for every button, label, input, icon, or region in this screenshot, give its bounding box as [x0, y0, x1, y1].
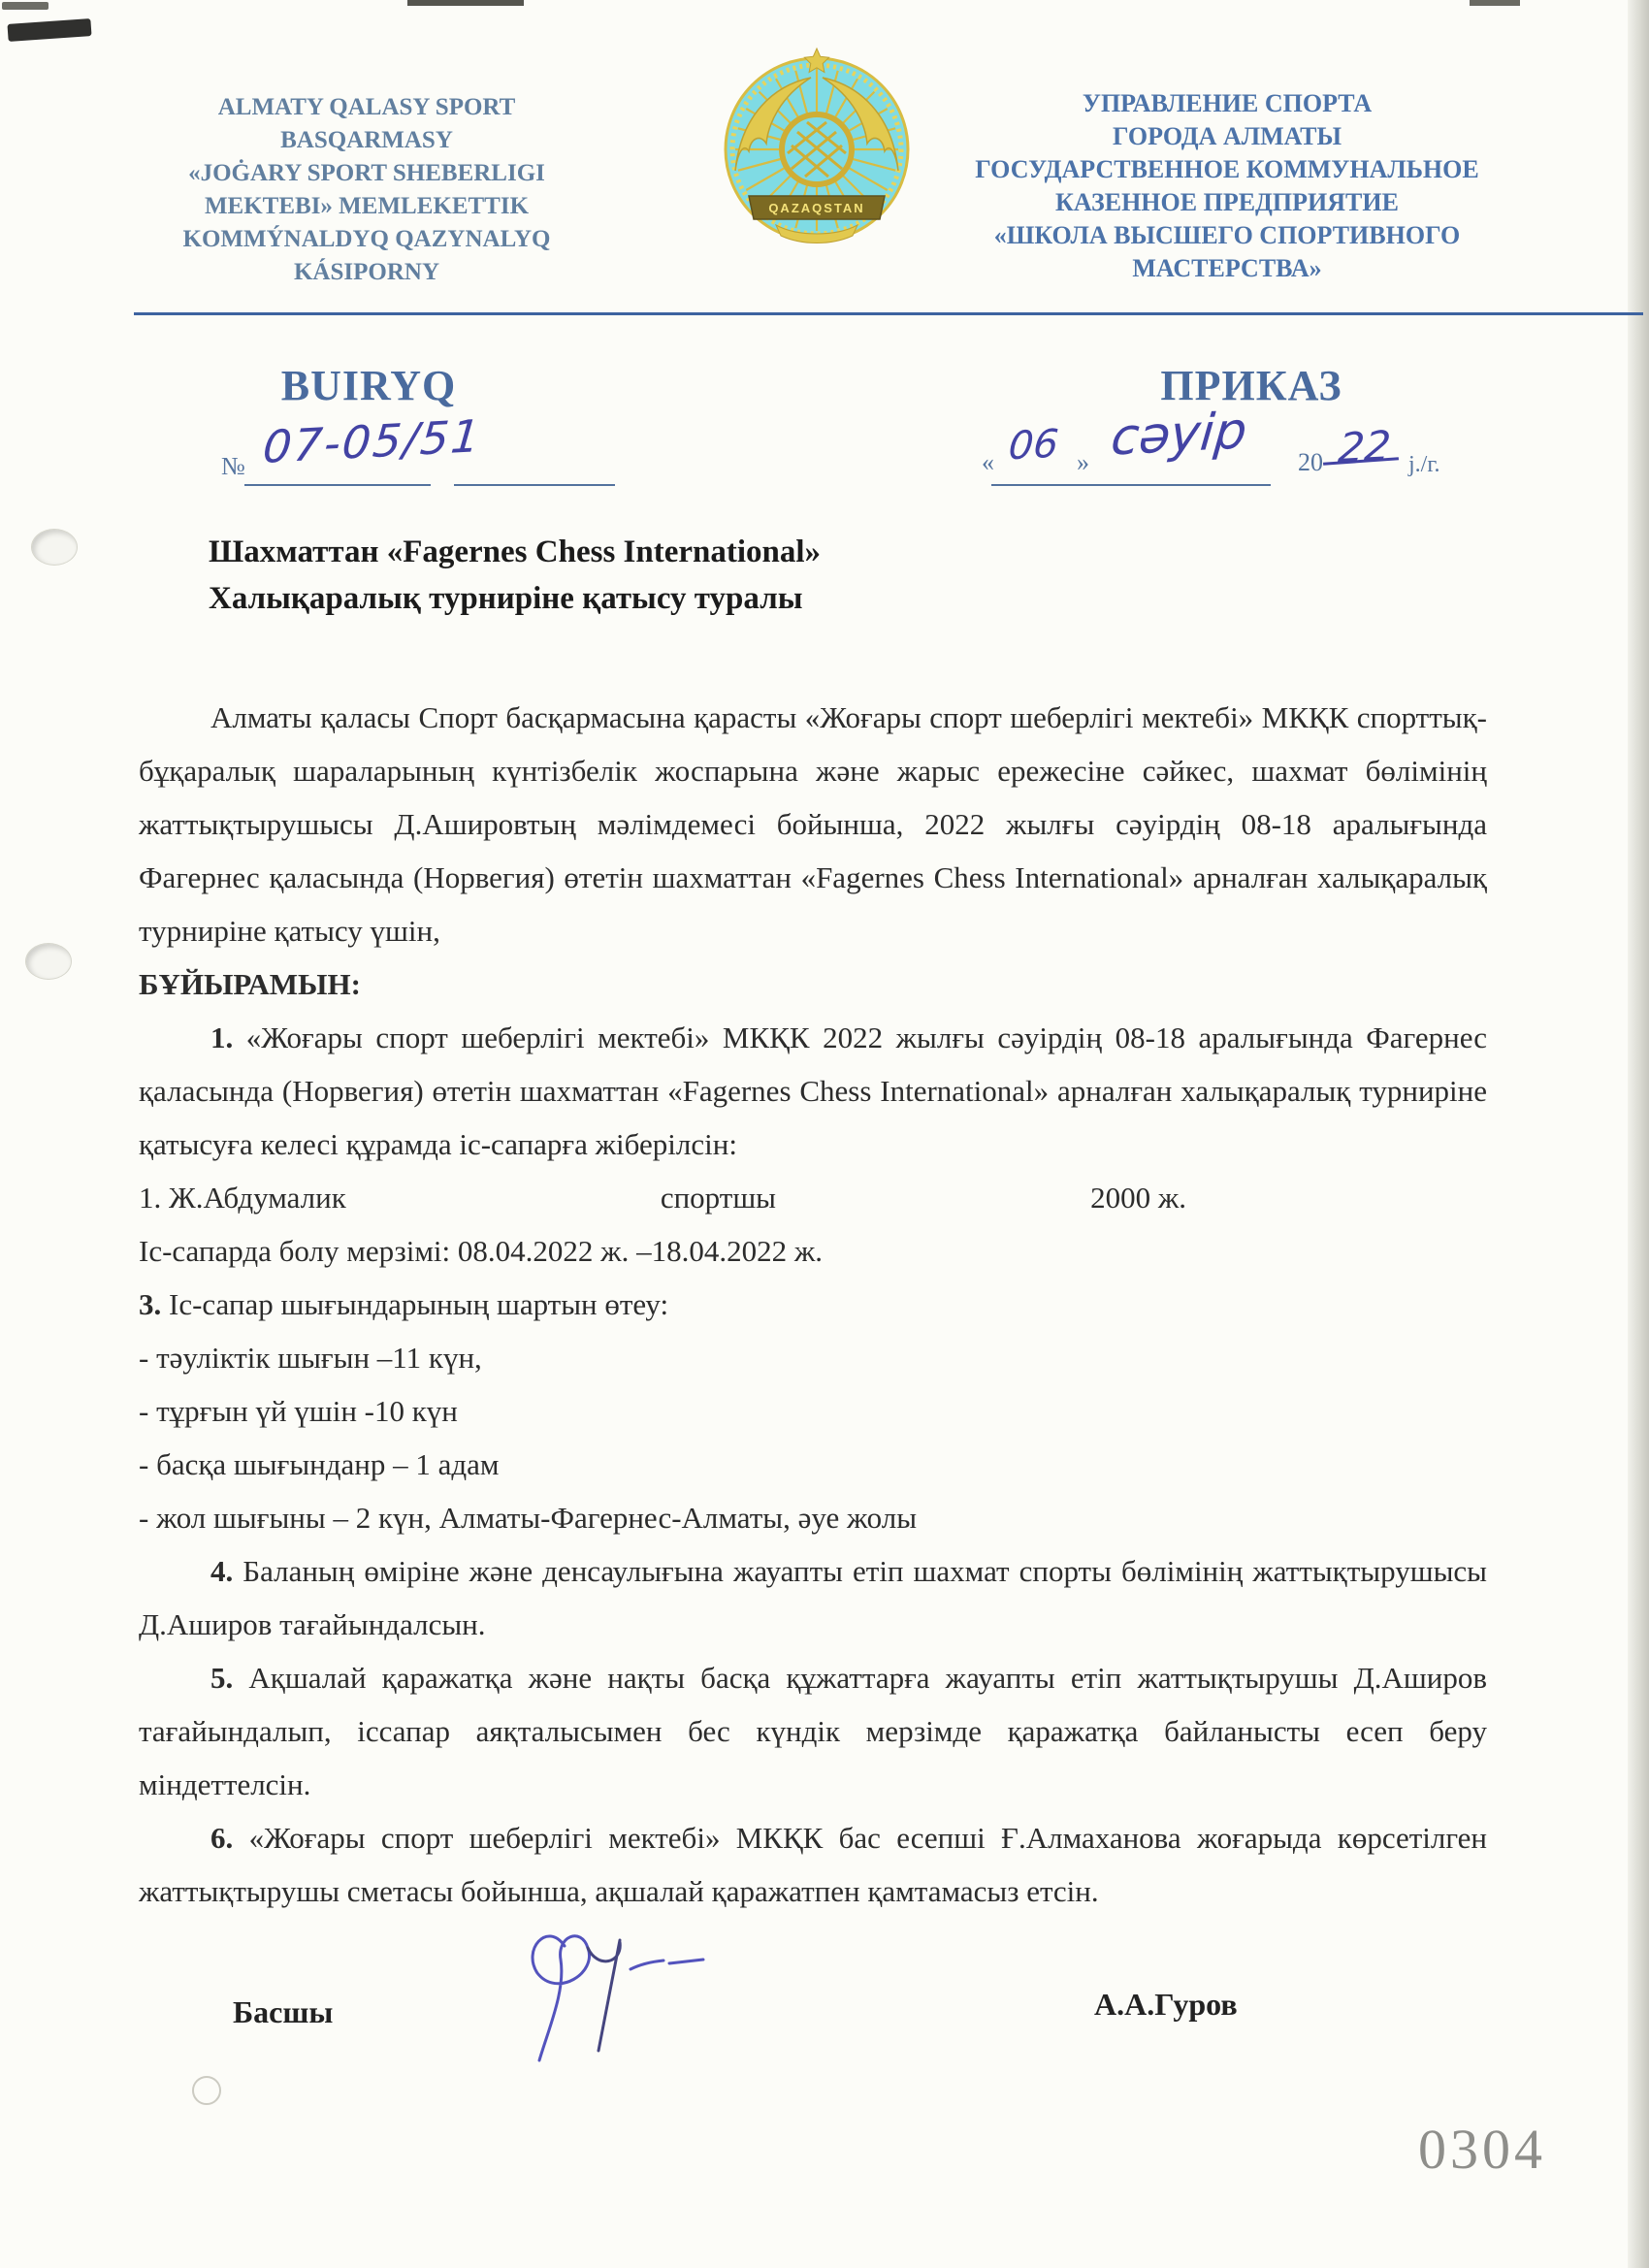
item-number: 4.	[210, 1554, 234, 1588]
item-text: Баланың өміріне және денсаулығына жауапты етіп шахмат спорты бөлімінің жаттықтырушысы Д.Аширов тағайындалсын.	[139, 1554, 1487, 1641]
expense-line: - басқа шығынданр – 1 адам	[139, 1447, 500, 1481]
order-number-handwritten: 07-05/51	[260, 409, 484, 473]
item-number: 6.	[210, 1821, 234, 1855]
org-line: МАСТЕРСТВА»	[1132, 254, 1322, 282]
item-number: 3.	[139, 1287, 162, 1321]
order-item-5	[139, 1651, 1487, 1811]
item-text: «Жоғары спорт шеберлігі мектебі» МКҚК 2022 жылғы сәуірдің 08-18 аралығында Фагернес қаласында (Норвегия) өтетін шахматтан «Fagernes Chess International» арналған халықаралық турниріне қатысуға келесі құрамда іс-сапарға жіберілсін:	[139, 1021, 1487, 1161]
hole-punch-mark	[25, 943, 72, 980]
subject-line: Шахматтан «Fagernes Chess International»	[209, 535, 822, 569]
athlete-name-cell	[139, 1171, 346, 1224]
scan-artifact-corner-small	[2, 2, 48, 10]
date-blank-line	[991, 484, 1271, 486]
header-divider	[134, 312, 1643, 315]
order-title-russian: ПРИКАЗ	[1160, 362, 1342, 409]
org-name-russian	[922, 87, 1533, 285]
org-line: BASQARMASY	[280, 127, 453, 153]
page-number-stamp: 0304	[1418, 2118, 1546, 2181]
org-name-kazakh	[144, 91, 590, 289]
scan-artifact-corner	[7, 18, 91, 42]
athlete-year: 2000 ж.	[1090, 1181, 1186, 1215]
signature-ink	[504, 1913, 718, 2083]
org-line: KÁSIPORNY	[293, 259, 439, 285]
expense-line: - жол шығыны – 2 күн, Алматы-Фагернес-Алматы, әуе жолы	[139, 1501, 918, 1535]
item-text: Іс-сапар шығындарының шартын өтеу:	[169, 1287, 669, 1321]
intro-paragraph: Алматы қаласы Спорт басқармасына қарасты «Жоғары спорт шеберлігі мектебі» МКҚК спорттық-бұқаралық шараларының күнтізбелік жоспарына және жарыс ережесіне сәйкес, шахмат бөлімінің жаттықтырушысы Д.Ашировтың мәлімдемесі бойынша, 2022 жылғы сәуірдің 08-18 аралығында Фагернес қаласында (Норвегия) өтетін шахматтан «Fagernes Chess International» арналған халықаралық турниріне қатысу үшін,	[139, 700, 1487, 948]
order-item-1	[139, 1011, 1487, 1171]
number-blank-line	[454, 484, 615, 486]
signer-position: Басшы	[233, 1994, 334, 2029]
org-line: ALMATY QALASY SPORT	[217, 94, 516, 120]
date-suffix: j./г.	[1408, 452, 1440, 477]
athlete-name: Ж.Абдумалик	[169, 1181, 346, 1215]
order-item-6	[139, 1811, 1487, 1918]
date-close-quote: »	[1077, 448, 1089, 476]
date-year-handwritten: 22	[1336, 421, 1393, 472]
org-line: «ШКОЛА ВЫСШЕГО СПОРТИВНОГО	[993, 221, 1461, 249]
expense-line: - тұрғын үй үшін -10 күн	[139, 1394, 458, 1428]
org-line: MEKTEBI» MEMLEKETTIK	[204, 193, 530, 219]
item-text: Ақшалай қаражатқа және нақты басқа құжаттарға жауапты етіп жаттықтырушы Д.Аширов тағайындалып, іссапар аяқталысымен бес күндік мерзімде қаражатқа байланысты есеп беру міндеттелсін.	[139, 1661, 1487, 1801]
item-text: «Жоғары спорт шеберлігі мектебі» МКҚК бас есепші Ғ.Алмаханова жоғарыда көрсетілген жаттықтырушы сметасы бойынша, ақшалай қаражатпен қамтамасыз етсін.	[139, 1821, 1488, 1908]
org-line: ГОРОДА АЛМАТЫ	[1113, 122, 1342, 150]
order-body	[139, 691, 1487, 1918]
emblem-banner-label: QAZAQSTAN	[768, 201, 865, 215]
scan-artifact-circle	[192, 2076, 221, 2105]
org-line: ГОСУДАРСТВЕННОЕ КОММУНАЛЬНОЕ	[975, 155, 1479, 183]
scan-artifact-top	[407, 0, 524, 6]
order-item-4	[139, 1544, 1487, 1651]
order-number-label: №	[221, 452, 245, 480]
scan-artifact-top-right	[1470, 0, 1520, 6]
org-line: KOMMÝNALDYQ QAZYNALYQ	[182, 226, 551, 252]
resolve-word: БҰЙЫРАМЫН:	[139, 967, 361, 1001]
number-blank-line	[244, 484, 431, 486]
date-day-handwritten: 06	[1006, 421, 1061, 470]
date-year-prefix: 20	[1298, 448, 1323, 476]
athlete-role: спортшы	[660, 1181, 777, 1215]
org-line: «JOĠARY SPORT SHEBERLIGI	[188, 160, 545, 186]
order-subject	[209, 529, 1082, 622]
date-month-handwritten: сәуір	[1108, 402, 1249, 468]
trip-dates-line: Іс-сапарда болу мерзімі: 08.04.2022 ж. –18.04.2022 ж.	[139, 1234, 823, 1268]
athlete-row	[139, 1171, 1186, 1224]
subject-line: Халықаралық турниріне қатысу туралы	[209, 581, 803, 616]
org-line: УПРАВЛЕНИЕ СПОРТА	[1082, 89, 1373, 117]
hole-punch-mark	[31, 529, 78, 566]
signer-name: А.А.Гуров	[1094, 1987, 1238, 2022]
org-line: КАЗЕННОЕ ПРЕДПРИЯТИЕ	[1055, 188, 1399, 216]
item-number: 1.	[210, 1021, 234, 1054]
kazakhstan-emblem-icon	[720, 45, 914, 263]
date-open-quote: «	[982, 448, 994, 476]
order-item-3	[139, 1278, 1487, 1331]
athlete-number: 1.	[139, 1181, 162, 1215]
scan-edge-shadow	[1628, 0, 1649, 2268]
expense-line: - тәуліктік шығын –11 күн,	[139, 1341, 482, 1375]
item-number: 5.	[210, 1661, 234, 1695]
order-title-kazakh: BUIRYQ	[280, 362, 457, 409]
